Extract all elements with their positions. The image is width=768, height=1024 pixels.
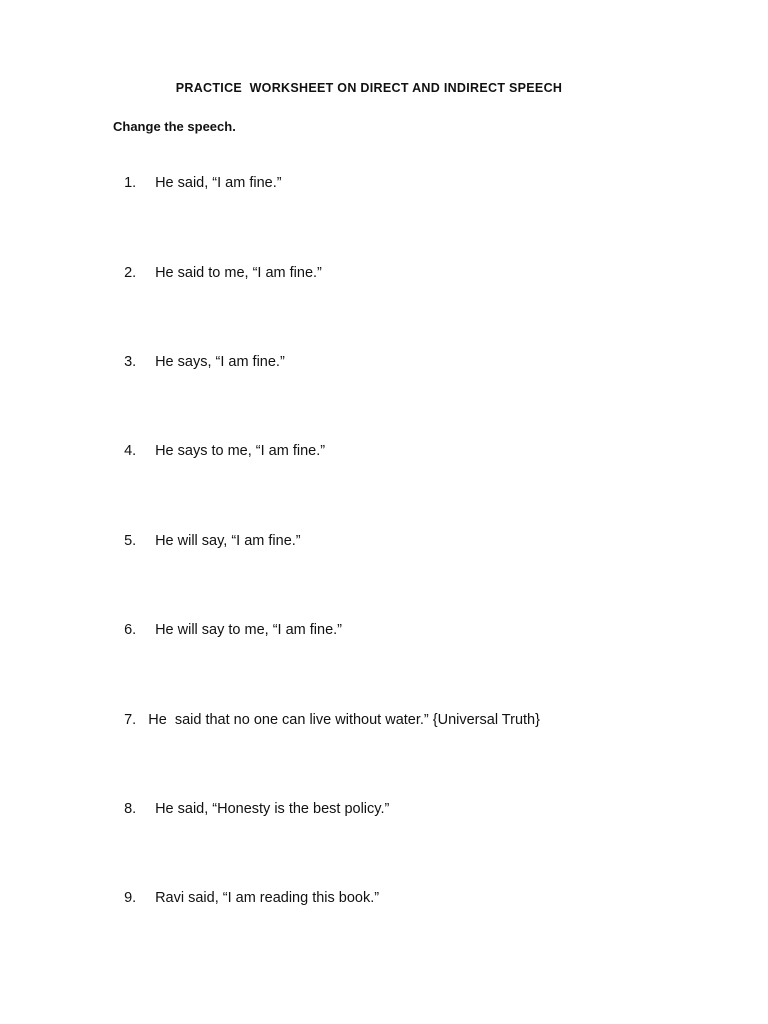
question-item: [116, 514, 301, 550]
question-text: He will say to me, “I am fine.”: [155, 622, 342, 638]
question-item: [116, 335, 285, 371]
worksheet-title: PRACTICE WORKSHEET ON DIRECT AND INDIRECT SPEECH: [175, 81, 563, 95]
question-number: 5.: [124, 533, 137, 549]
question-text: He said, “I am fine.”: [155, 175, 282, 191]
question-text: He said, “Honesty is the best policy.”: [155, 801, 390, 817]
question-text: He said that no one can live without water.” {Universal Truth}: [136, 712, 540, 728]
question-text: Ravi said, “I am reading this book.”: [155, 890, 380, 906]
question-number: 7.: [124, 712, 137, 728]
question-item: [116, 424, 325, 460]
question-item: [116, 871, 379, 907]
question-text: He said to me, “I am fine.”: [155, 265, 322, 281]
question-item: [116, 782, 389, 818]
question-number: 1.: [124, 175, 137, 191]
question-number: 3.: [124, 354, 137, 370]
question-number: 9.: [124, 890, 137, 906]
question-number: 8.: [124, 801, 137, 817]
question-number: 4.: [124, 443, 137, 459]
question-text: He says, “I am fine.”: [155, 354, 285, 370]
instruction-text: Change the speech.: [113, 119, 236, 134]
question-text: He says to me, “I am fine.”: [155, 443, 326, 459]
question-item: [116, 156, 282, 192]
question-item: [116, 246, 322, 282]
question-item: [116, 693, 540, 729]
question-text: He will say, “I am fine.”: [155, 533, 301, 549]
question-number: 2.: [124, 265, 137, 281]
question-number: 6.: [124, 622, 137, 638]
question-item: [116, 603, 342, 639]
